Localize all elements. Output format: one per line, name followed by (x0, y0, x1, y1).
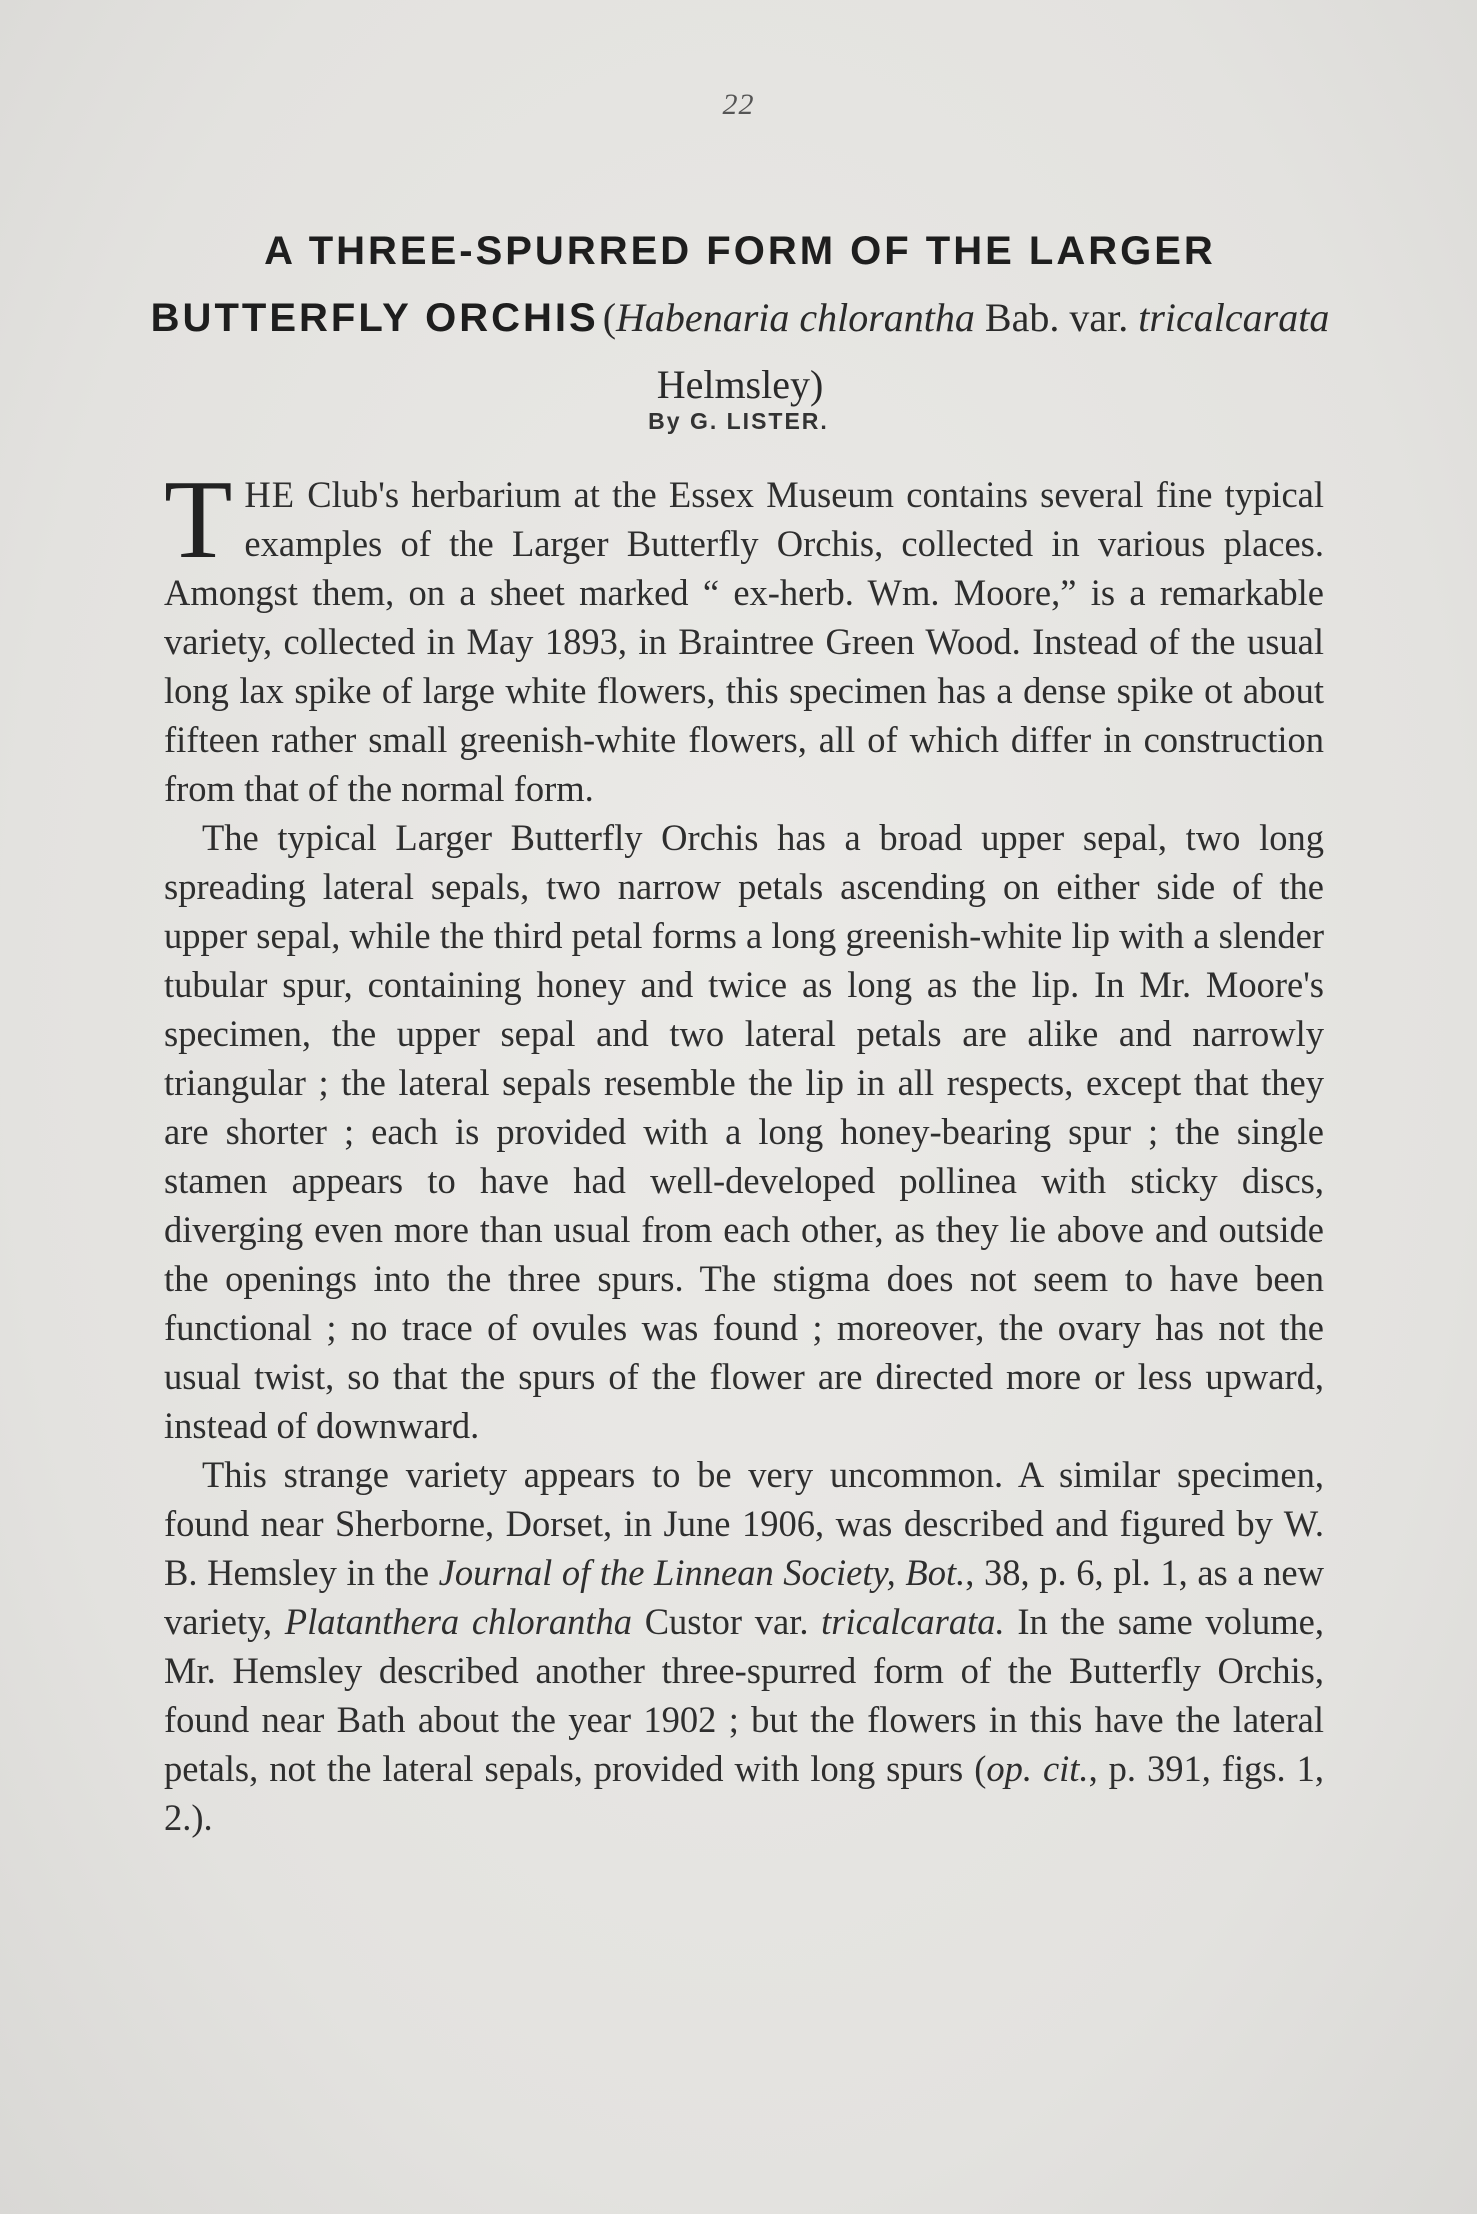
paragraph-3 (164, 1450, 1324, 1842)
article-body (164, 458, 1325, 1842)
paragraph-3-part-5: , p. 391, figs. 1, 2.). (164, 1748, 1325, 1838)
page-number: 22 (722, 88, 755, 121)
paragraph-3-part-3: Custor var. (632, 1601, 822, 1642)
title-variety: tricalcarata (1138, 295, 1330, 340)
title-variety-author: Helmsley) (656, 362, 824, 407)
paragraph-3-part-4: In the same volume, Mr. Hemsley described another three-spurred form of the Butterfly Orchis, found near Bath about the year 1902 ; but the flowers in this have the lateral petals, not the lateral sepals, provided with long spurs ( (164, 1601, 1324, 1789)
title-species: Habenaria chlorantha (616, 295, 975, 340)
title-open-paren: ( (602, 295, 617, 340)
journal-title: Journal of the Linnean Society, Bot. (438, 1552, 966, 1593)
paragraph-3-part-1: This strange variety appears to be very uncommon. A similar specimen, found near Sherborne, Dorset, in June 1906, was described and figured by W. B. Hemsley in the (164, 1454, 1324, 1593)
paragraph-1-text: Club's herbarium at the Essex Museum contains several fine typical examples of the Larger Butterfly Orchis, collected in various places. Amongst them, on a sheet marked “ ex-herb. Wm. Moore,” is a remarkable variety, collected in May 1893, in Braintree Green Wood. Instead of the usual long lax spike of large white flowers, this specimen has a dense spike ot about fifteen rather small greenish-white flowers, all of which differ in construction from that of the normal form. (164, 474, 1324, 809)
title-authority: Bab. var. (974, 295, 1139, 340)
paragraph-1-smallcaps: HE (244, 474, 296, 515)
byline: By G. LISTER. (648, 408, 829, 434)
variety-name: tricalcarata. (821, 1601, 1005, 1642)
paragraph-3-part-2: , 38, p. 6, pl. 1, as a new variety, (164, 1552, 1324, 1642)
drop-cap: T (164, 458, 233, 582)
paragraph-1 (164, 458, 1324, 813)
title-caps: A THREE-SPURRED FORM OF THE LARGER BUTTERFLY ORCHIS (150, 229, 1216, 340)
paragraph-2: The typical Larger Butterfly Orchis has a broad upper sepal, two long spreading lateral sepals, two narrow petals ascending on either side of the upper sepal, while the third petal forms a long greenish-white lip with a slender tubular spur, containing honey and twice as long as the lip. In Mr. Moore's specimen, the upper sepal and two lateral petals are alike and narrowly triangular ; the lateral sepals resemble the lip in all respects, except that they are shorter ; each is provided with a long honey-bearing spur ; the single stamen appears to have had well-developed pollinea with sticky discs, diverging even more than usual from each other, as they lie above and outside the openings into the three spurs. The stigma does not seem to have been functional ; no trace of ovules was found ; moreover, the ovary has not the usual twist, so that the spurs of the flower are directed more or less upward, instead of downward. (164, 817, 1324, 1446)
species-name: Platanthera chlorantha (284, 1601, 633, 1642)
citation: op. cit. (986, 1748, 1089, 1789)
article-title (150, 222, 1330, 423)
